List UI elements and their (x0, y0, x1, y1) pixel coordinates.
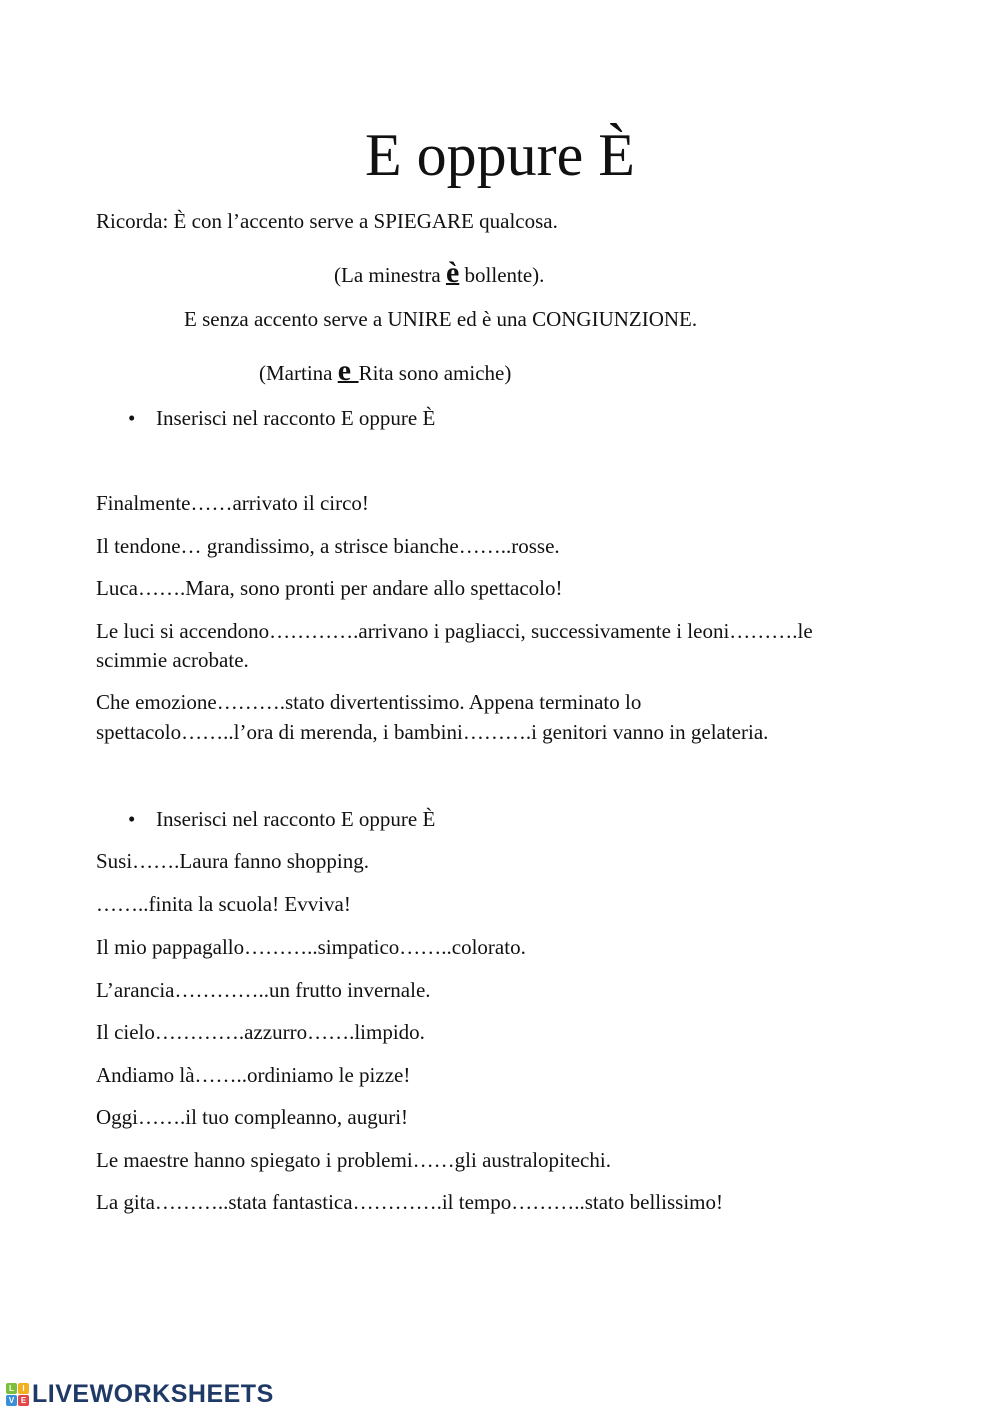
example-text: (La minestra (334, 263, 446, 287)
exercise-line: Le luci si accendono………….arrivano i pagliacci, successivamente i leoni……….le (96, 619, 813, 643)
logo-text: LIVEWORKSHEETS (32, 1379, 274, 1408)
instruction-text: Inserisci nel racconto E oppure È (156, 807, 436, 831)
exercise-line: Che emozione……….stato divertentissimo. Appena terminato lo (96, 690, 642, 714)
exercise-line: spettacolo……..l’ora di merenda, i bambini……….i genitori vanno in gelateria. (96, 720, 769, 744)
logo-letter: L (6, 1383, 17, 1394)
example-text: Rita sono amiche) (358, 361, 512, 385)
plain-rule: E senza accento serve a UNIRE ed è una CONGIUNZIONE. (184, 307, 698, 331)
exercise-line: Luca…….Mara, sono pronti per andare allo spettacolo! (96, 576, 563, 600)
exercise-line: Il mio pappagallo………..simpatico……..colorato. (96, 935, 526, 959)
plain-example (259, 356, 511, 388)
example-text: bollente). (459, 263, 545, 287)
plain-example-word: e (337, 354, 359, 387)
exercise-line: Il tendone… grandissimo, a strisce bianche……..rosse. (96, 534, 560, 558)
exercise-line: Oggi…….il tuo compleanno, auguri! (96, 1105, 409, 1129)
accent-example-word: è (445, 256, 460, 289)
accent-example (334, 258, 544, 290)
exercise-line: Susi…….Laura fanno shopping. (96, 849, 369, 873)
exercise2-instruction (128, 804, 436, 834)
exercise-line: Andiamo là……..ordiniamo le pizze! (96, 1063, 411, 1087)
bullet-icon: • (128, 807, 136, 831)
logo-letter: I (18, 1383, 29, 1394)
bullet-icon: • (128, 406, 136, 430)
logo-letter: V (6, 1395, 17, 1406)
accent-rule: Ricorda: È con l’accento serve a SPIEGARE qualcosa. (96, 209, 558, 233)
logo-icon (6, 1383, 29, 1406)
page-title: E oppure È (365, 122, 635, 188)
exercise-line: Finalmente……arrivato il circo! (96, 491, 369, 515)
exercise-line: Le maestre hanno spiegato i problemi……gli australopitechi. (96, 1148, 611, 1172)
logo-letter: E (18, 1395, 29, 1406)
liveworksheets-logo (6, 1381, 274, 1407)
exercise1-instruction (128, 403, 436, 433)
exercise-line: scimmie acrobate. (96, 648, 249, 672)
example-text: (Martina (259, 361, 338, 385)
exercise-line: Il cielo………….azzurro…….limpido. (96, 1020, 425, 1044)
exercise-line: La gita………..stata fantastica………….il tempo………..stato bellissimo! (96, 1190, 723, 1214)
exercise-line: ……..finita la scuola! Evviva! (96, 892, 351, 916)
instruction-text: Inserisci nel racconto E oppure È (156, 406, 436, 430)
exercise-line: L’arancia…………..un frutto invernale. (96, 978, 431, 1002)
